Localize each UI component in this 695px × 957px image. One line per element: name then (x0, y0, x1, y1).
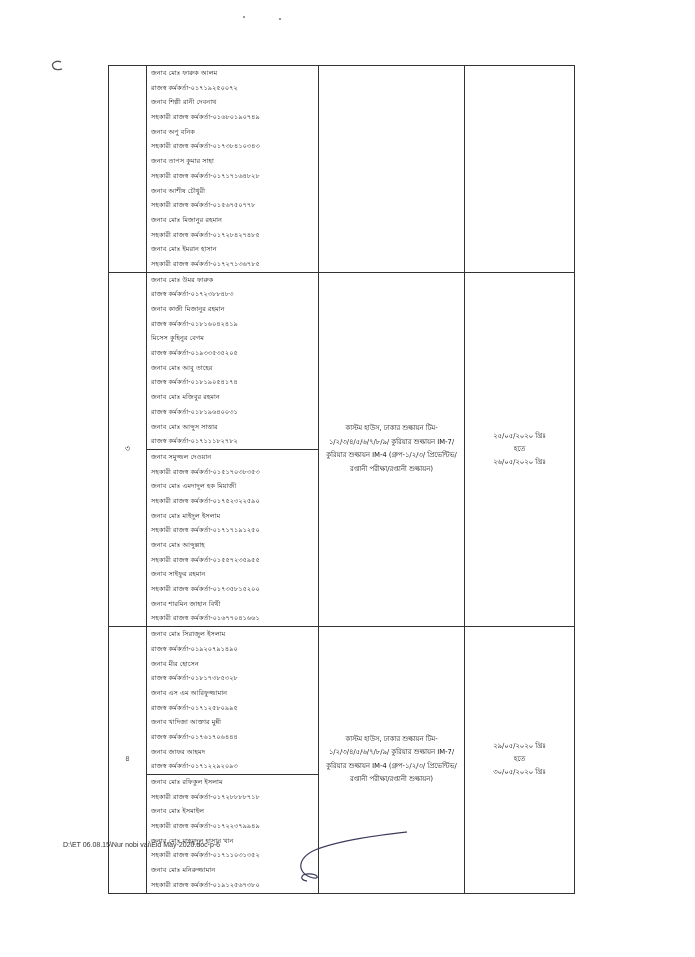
date-separator: হতে (513, 755, 526, 764)
officer-designation: রাজস্ব কর্মকর্তা-০১৯২০৭৯১৪৯০ (151, 644, 238, 653)
officer-designation: রাজস্ব কর্মকর্তা-০১৮১৯০৫৪১৭৪ (151, 378, 238, 387)
officer-name: জনাব মোঃ রফিকুল ইসলাম (151, 778, 223, 786)
officer-name: জনাব মোঃ ইসমাইল (151, 807, 205, 816)
officer-designation: রাজস্ব কর্মকর্তা-০১৯৩৩৫৩৫২০৫ (151, 349, 238, 358)
officer-designation: সহকারী রাজস্ব কর্মকর্তা-০১৭১১০৩১৩৫২ (151, 851, 260, 860)
officer-name: জনাব মোঃ আবু তাহের (151, 363, 213, 372)
scan-speck (279, 18, 281, 20)
officer-name: জনাব কাজী মিজানুর রহমান (151, 305, 225, 313)
officer-designation: রাজস্ব কর্মকর্তা-০১৮১৬০৪২৪১৯ (151, 319, 238, 328)
officer-name: জনাব আশীষ চৌধুরী (151, 186, 206, 195)
officer-designation: সহকারী রাজস্ব কর্মকর্তা-০১৭১৭১৯১২৫০ (151, 526, 260, 535)
officer-designation: রাজস্ব কর্মকর্তা-০১৭১৯২৫০০৭২ (151, 83, 238, 92)
officer-name: জনাব মোঃ মিজানুর রহমান (151, 215, 222, 224)
date-to: ৩০/০৫/২০২০ খ্রিঃ (493, 768, 546, 777)
officer-name: মিসেস কুহিনুর বেগম (151, 334, 204, 343)
officer-name: জনাব মোঃ মাহমুদুল হাসান খান (151, 836, 234, 845)
officer-name: জনাব মোঃ মাইদুল ইসলাম (151, 511, 221, 520)
officer-name: জনাব মোঃ উমর ফারুক (151, 275, 214, 284)
officer-designation: রাজস্ব কর্মকর্তা-০১৭১২৫৮০৯৯৫ (151, 703, 238, 712)
officer-name: জনাব মোঃ মনিরুজ্জামান (151, 866, 216, 875)
officer-group (147, 449, 318, 626)
officer-designation: রাজস্ব কর্মকর্তা-০১৮১৭৩৮৫৩২৮ (151, 674, 238, 683)
date-separator: হতে (513, 444, 526, 453)
officer-group (147, 627, 318, 774)
date-cell (465, 272, 575, 627)
team-cell: কাস্টম হাউস, ঢাকার শুল্কায়ন টিম- ১/২/৩/৪/৫/৬/৭/৮/৯/ কুরিয়ার শুল্কায়ন IM-7/ কুরিয়ার শুল্কায়ন IM-4 (গ্রুপ-১/২/৩/ প্রিভেন্টিভ/ রপ্তানী পরীক্ষা/রপ্তানী শুল্কায়ন) (319, 272, 465, 627)
officer-name: জনাব অপু বনিক (151, 127, 195, 136)
officer-designation: সহকারী রাজস্ব কর্মকর্তা-০১৫৬৭৫০৭৭৮ (151, 201, 256, 210)
officer-group (147, 273, 318, 449)
officer-designation: সহকারী রাজস্ব কর্মকর্তা-০১৭৫২৩২২৫৯০ (151, 496, 260, 505)
officer-name: জনাব এস এম আরিফুজ্জামান (151, 688, 228, 697)
officer-name: জনাব মোঃ সিরাজুল ইসলাম (151, 630, 226, 639)
signature-icon (285, 828, 410, 883)
table-row (109, 272, 575, 627)
officer-name: জনাব মোঃ ইমরান হাসান (151, 245, 217, 254)
table-row (109, 66, 575, 273)
officer-name: জনাব মীর হোসেন (151, 659, 199, 668)
officer-name: জনাব তাপস কুমার সাহা (151, 157, 214, 166)
officer-designation: সহকারী রাজস্ব কর্মকর্তা-০১৬৮০১৯০৭৪৯ (151, 113, 260, 122)
pen-mark-icon (50, 60, 64, 72)
file-path-footer: D:\ET 06.08.15\Nur nobi vai\Eid May-2020.doc-p-6 (63, 842, 221, 849)
officer-name: জনাব শিল্পী রানী দেবনাথ (151, 98, 217, 107)
serial-cell (109, 66, 147, 273)
officer-name: জনাব মোঃ আব্দুস সাত্তার (151, 422, 218, 431)
serial-cell: ৩ (109, 272, 147, 627)
duty-roster-table (108, 65, 575, 894)
officer-designation: সহকারী রাজস্ব কর্মকর্তা-০১৫১৭০৩৮৩৫৩ (151, 467, 260, 476)
officer-name: জনাব শারমিন জাহান বিথী (151, 599, 221, 608)
officer-designation: সহকারী রাজস্ব কর্মকর্তা-০১৫৫৭২৩৫৯৫৫ (151, 555, 260, 564)
date-cell (465, 66, 575, 273)
officer-designation: রাজস্ব কর্মকর্তা-০১৮১৯৬৪০০৩১ (151, 407, 238, 416)
officer-name: জনাব মোঃ ফারুক আলম (151, 69, 218, 77)
officer-designation: রাজস্ব কর্মকর্তা-০১৭১১১৮২৭৮২ (151, 437, 238, 446)
officer-name: জনাব মোঃ এমদাদুল হক মিয়াজী (151, 482, 237, 491)
officer-designation: সহকারী রাজস্ব কর্মকর্তা-০১৭২২৩৭৯৯৪৯ (151, 822, 260, 831)
officer-name: জনাব সাইফুর রহমান (151, 570, 206, 579)
date-from: ২৫/০৫/২০২০ খ্রিঃ (493, 431, 546, 440)
officer-list (147, 66, 319, 273)
date-from: ২৯/০৫/২০২০ খ্রিঃ (493, 742, 546, 751)
team-cell (319, 66, 465, 273)
officer-designation: সহকারী রাজস্ব কর্মকর্তা-০১৭২৮৮৮৮৭১৮ (151, 792, 260, 801)
team-cell: কাস্টম হাউস, ঢাকার শুল্কায়ন টিম- ১/২/৩/৪/৫/৬/৭/৮/৯/ কুরিয়ার শুল্কায়ন IM-7/ কুরিয়ার শুল্কায়ন IM-4 (গ্রুপ-১/২/৩/ প্রিভেন্টিভ/ রপ্তানী পরীক্ষা/রপ্তানী শুল্কায়ন) (319, 627, 465, 893)
officer-name: জনাব সমুজ্জল দেওয়ান (151, 452, 212, 461)
officer-designation: সহকারী রাজস্ব কর্মকর্তা-০১৭৩৮৪১০৩৪৩ (151, 142, 260, 151)
serial-cell: ৪ (109, 627, 147, 893)
officer-designation: সহকারী রাজস্ব কর্মকর্তা-০১৭২৭১৩৬৭৮৫ (151, 259, 260, 268)
officer-designation: সহকারী রাজস্ব কর্মকর্তা-০১৭৩৫৮১৫২০০ (151, 585, 260, 594)
scan-speck (243, 16, 245, 18)
officer-designation: সহকারী রাজস্ব কর্মকর্তা-০১৭১৭১৬৪৮২৮ (151, 171, 260, 180)
officer-designation: সহকারী রাজস্ব কর্মকর্তা-০১৯১২৫৬৭৩৮০ (151, 880, 260, 889)
officer-designation: রাজস্ব কর্মকর্তা-০১৭২৩৮৮৪৮৩ (151, 290, 234, 299)
officer-name: জনাব মোঃ আব্দুল্লাহ (151, 541, 205, 549)
officer-designation: সহকারী রাজস্ব কর্মকর্তা-০১৬৭৭০৪১৬৬১ (151, 614, 260, 623)
officer-list (147, 272, 319, 627)
date-to: ২৬/০৫/২০২০ খ্রিঃ (493, 457, 546, 466)
officer-name: জনাব মোঃ মজিবুর রহমান (151, 393, 220, 402)
officer-designation: সহকারী রাজস্ব কর্মকর্তা-০১৭২৮৪২৭৪৮৫ (151, 230, 260, 239)
officer-designation: রাজস্ব কর্মকর্তা-০১৭৬১৭০৬৪৪৪ (151, 732, 238, 741)
date-cell (465, 627, 575, 893)
officer-name: জনাব জাফর আহমদ (151, 747, 206, 756)
officer-designation: রাজস্ব কর্মকর্তা-০১৭১২২৯২০৯৩ (151, 762, 238, 771)
officer-name: জনাব খাদিজা আক্তার মুন্নী (151, 718, 222, 727)
